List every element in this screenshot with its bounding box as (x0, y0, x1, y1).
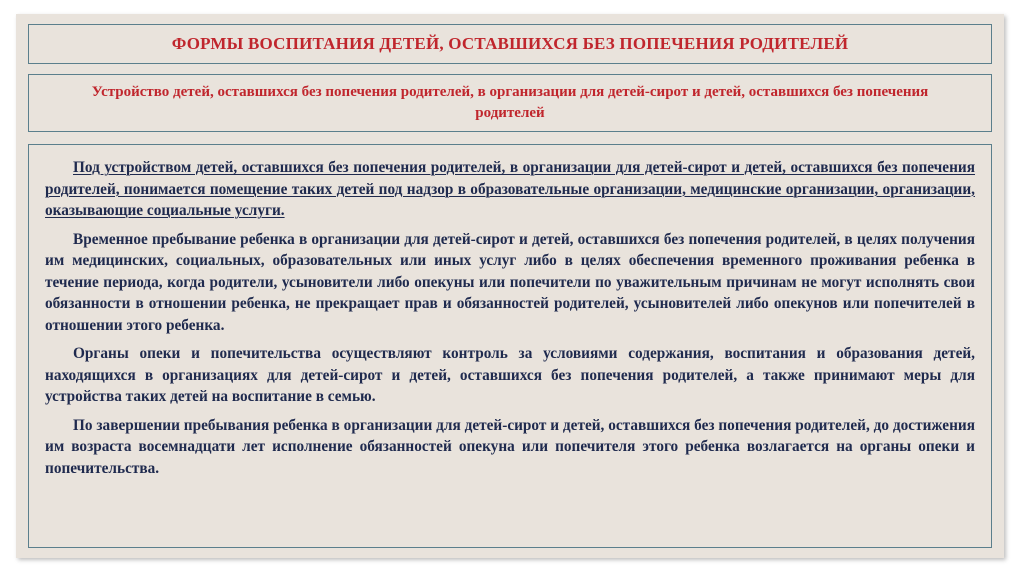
slide (16, 14, 1004, 558)
slide-title: ФОРМЫ ВОСПИТАНИЯ ДЕТЕЙ, ОСТАВШИХСЯ БЕЗ ПОПЕЧЕНИЯ РОДИТЕЛЕЙ (171, 34, 849, 53)
paragraph-completion-of-stay: По завершении пребывания ребенка в организации для детей-сирот и детей, оставшихся без попечения родителей, до достижения им возраста восемнадцати лет исполнение обязанностей опекуна или попечителя этого ребенка возлагается на органы опеки и попечительства. (45, 416, 975, 477)
body-box (28, 144, 992, 548)
title-box (28, 24, 992, 64)
slide-subtitle: Устройство детей, оставшихся без попечения родителей, в организации для детей-сирот и детей, оставшихся без попечения родителей (91, 84, 929, 121)
paragraph-guardianship-control: Органы опеки и попечительства осуществляют контроль за условиями содержания, воспитания и образования детей, находящихся в организациях для детей-сирот и детей, оставшихся без попечения родителей, а также принимают меры для устройства таких детей на воспитание в семью. (45, 345, 975, 405)
paragraph-temporary-stay: Временное пребывание ребенка в организации для детей-сирот и детей, оставшихся без попечения родителей, в целях получения им медицинских, социальных, образовательных или иных услуг либо в целях обеспечения временного проживания ребенка в течение периода, когда родители, усыновители либо опекуны или попечители по уважительным причинам не могут исполнять свои обязанности в отношении ребенка, не прекращает прав и обязанностей родителей, усыновителей либо опекунов или попечителей в отношении этого ребенка. (45, 230, 975, 334)
paragraph-definition: Под устройством детей, оставшихся без попечения родителей, в организации для детей-сирот и детей, оставшихся без попечения родителей, понимается помещение таких детей под надзор в образовательные организации, медицинские организации, организации, оказывающие социальные услуги. (45, 159, 975, 219)
subtitle-box (28, 74, 992, 132)
